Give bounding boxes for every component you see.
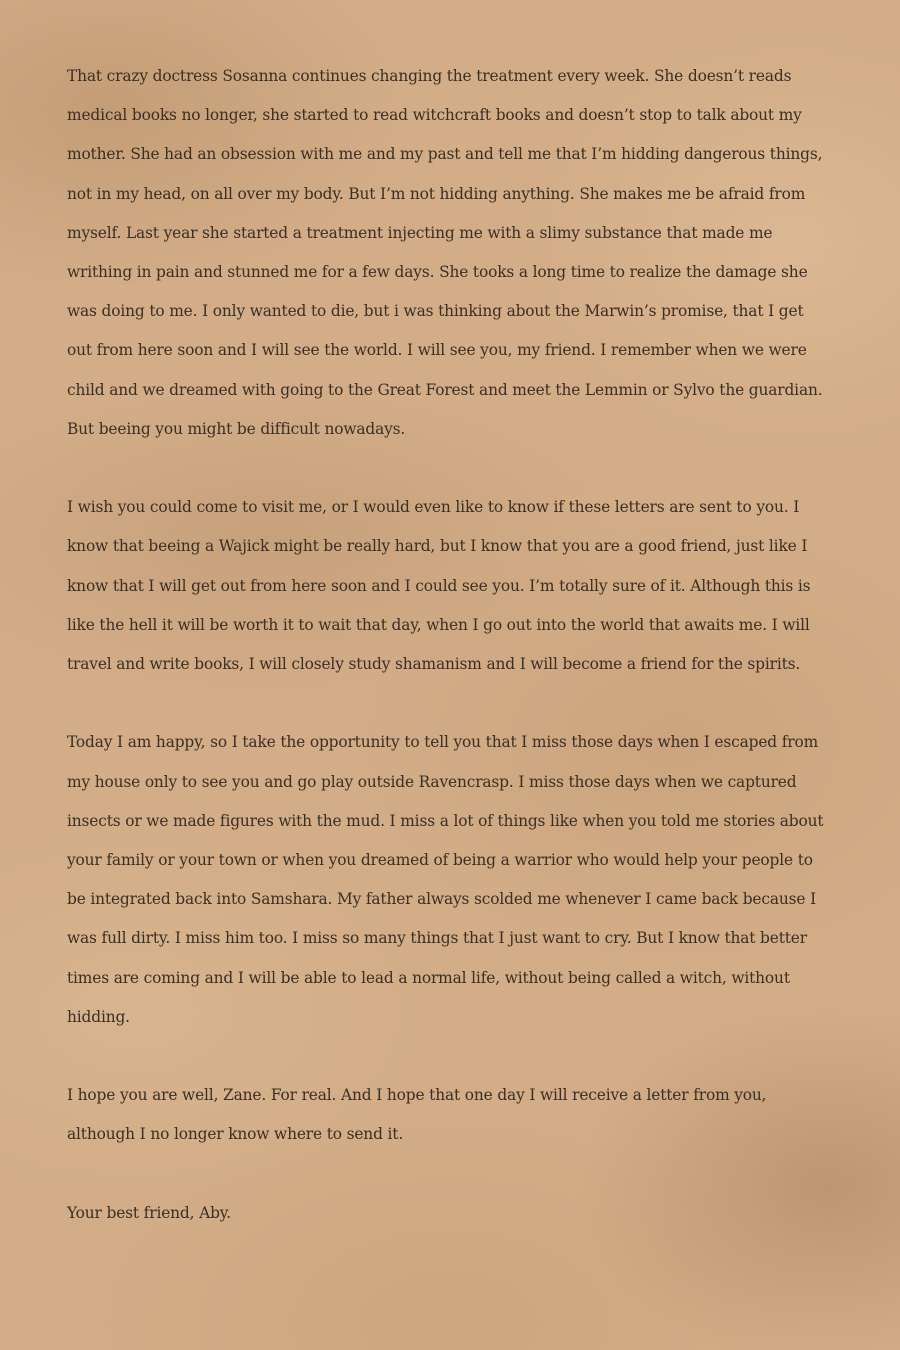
letter-paragraph-3: Today I am happy, so I take the opportunity to tell you that I miss those days when I escaped from my house only to see you and go play outside Ravencrasp. I miss those days when we captured insects or we made figures with the mud. I miss a lot of things like when you told me stories about your family or your town or when you dreamed of being a warrior who would help your people to be integrated back into Samshara. My father always scolded me whenever I came back because I was full dirty. I miss him too. I miss so many things that I just want to cry. But I know that better times are coming and I will be able to lead a normal life, without being called a witch, without hidding. — [67, 733, 824, 1026]
letter-paragraph-1: That crazy doctress Sosanna continues changing the treatment every week. She doesn’t reads medical books no longer, she started to read witchcraft books and doesn’t stop to talk about my mother. She had an obsession with me and my past and tell me that I’m hidding dangerous things, not in my head, on all over my body. But I’m not hidding anything. She makes me be afraid from myself. Last year she started a treatment injecting me with a slimy substance that made me writhing in pain and stunned me for a few days. She tooks a long time to realize the damage she was doing to me. I only wanted to die, but i was thinking about the Marwin’s promise, that I get out from here soon and I will see the world. I will see you, my friend. I remember when we were child and we dreamed with going to the Great Forest and meet the Lemmin or Sylvo the guardian. But beeing you might be difficult nowadays. — [67, 67, 823, 438]
letter-paragraph-2: I wish you could come to visit me, or I would even like to know if these letters are sent to you. I know that beeing a Wajick might be really hard, but I know that you are a good friend, just like I know that I will get out from here soon and I could see you. I’m totally sure of it. Although this is like the hell it will be worth it to wait that day, when I go out into the world that awaits me. I will travel and write books, I will closely study shamanism and I will become a friend for the spirits. — [67, 498, 811, 674]
letter-paragraph-4: I hope you are well, Zane. For real. And I hope that one day I will receive a letter from you, although I no longer know where to send it. — [67, 1086, 767, 1144]
letter-body — [67, 57, 833, 1233]
letter-signature: Your best friend, Aby. — [67, 1203, 232, 1222]
